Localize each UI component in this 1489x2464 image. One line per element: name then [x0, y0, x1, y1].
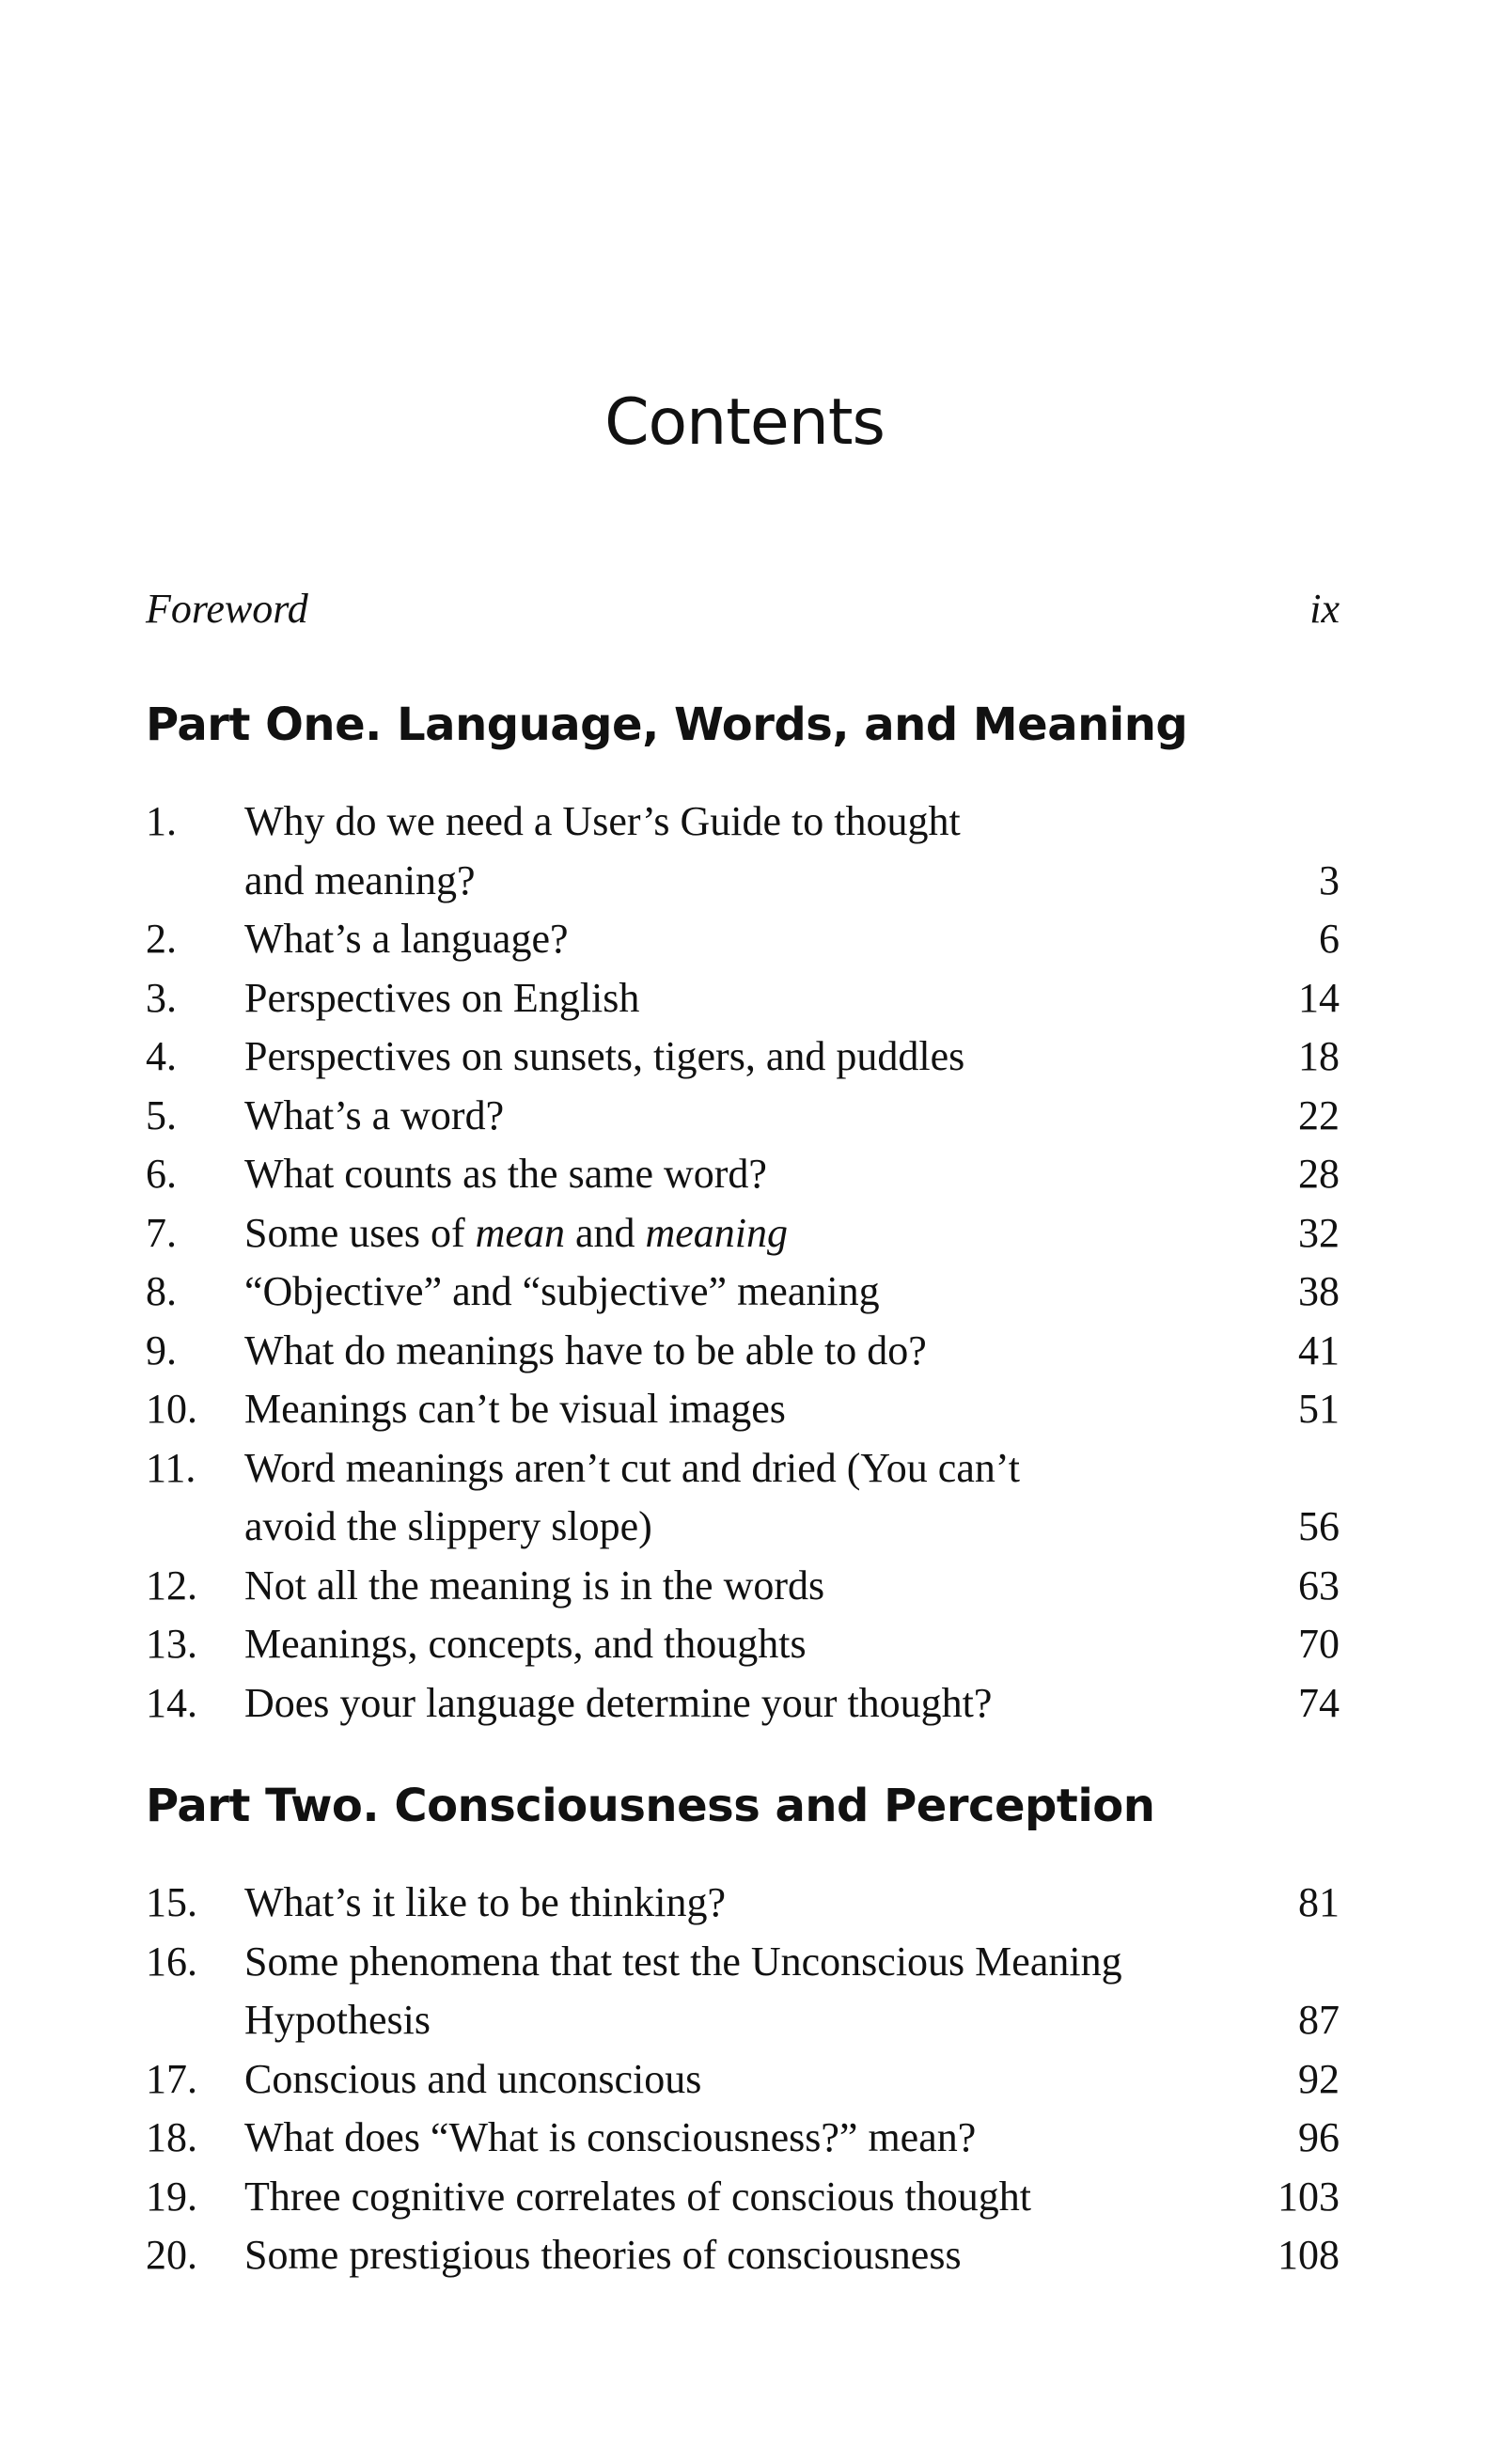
toc-entry[interactable]	[146, 1263, 1340, 1322]
chapter-title-line: What do meanings have to be able to do?	[244, 1326, 927, 1373]
chapter-title-line: Not all the meaning is in the words	[244, 1562, 825, 1609]
page-number: 56	[1298, 1503, 1340, 1549]
chapter-number: 16.	[146, 1938, 197, 1985]
foreword-page-number: ix	[1309, 586, 1340, 632]
chapter-title-line: Meanings, concepts, and thoughts	[244, 1621, 807, 1667]
chapter-title-line: Meanings can’t be visual images	[244, 1386, 786, 1432]
chapter-title-segment: Some uses of	[244, 1209, 476, 1256]
toc-entry[interactable]	[146, 1615, 1340, 1674]
chapter-number: 11.	[146, 1444, 196, 1491]
page-number: 18	[1298, 1033, 1340, 1079]
toc-entry[interactable]	[146, 1087, 1340, 1146]
page-number: 74	[1298, 1679, 1340, 1726]
page-number: 41	[1298, 1326, 1340, 1373]
toc-entry[interactable]	[146, 2168, 1340, 2227]
page-number: 22	[1298, 1091, 1340, 1138]
chapter-number: 6.	[146, 1151, 177, 1197]
chapter-number: 4.	[146, 1033, 177, 1079]
toc-entry-foreword[interactable]	[146, 585, 1340, 641]
page-number: 108	[1277, 2232, 1340, 2278]
toc-entry[interactable]	[146, 1874, 1340, 1933]
foreword-label: Foreword	[146, 586, 308, 632]
chapter-title-italic-segment: meaning	[645, 1209, 789, 1256]
chapter-title-line: Hypothesis	[244, 1997, 431, 2043]
page-number: 6	[1319, 916, 1340, 962]
chapter-title-line: “Objective” and “subjective” meaning	[244, 1268, 880, 1314]
page-number: 3	[1319, 856, 1340, 903]
chapter-title-line: Perspectives on English	[244, 974, 640, 1021]
page-number: 28	[1298, 1151, 1340, 1197]
chapter-title-line	[146, 1204, 1340, 1263]
toc-entry[interactable]	[146, 1322, 1340, 1381]
chapter-title-line: Some prestigious theories of consciousness	[244, 2232, 962, 2278]
page-title: Contents	[604, 385, 885, 460]
part-one-heading: Part One. Language, Words, and Meaning	[146, 698, 1188, 751]
toc-entry[interactable]	[146, 1028, 1340, 1087]
page-number: 63	[1298, 1562, 1340, 1609]
chapter-number: 7.	[146, 1209, 177, 1256]
toc-entry[interactable]	[146, 1933, 1340, 2050]
chapter-number: 5.	[146, 1091, 177, 1138]
chapter-title-line: Conscious and unconscious	[244, 2055, 702, 2102]
page-number: 92	[1298, 2055, 1340, 2102]
chapter-title-line: Does your language determine your thought?	[244, 1679, 993, 1726]
toc-entry[interactable]	[146, 1674, 1340, 1734]
part-two-heading: Part Two. Consciousness and Perception	[146, 1780, 1155, 1832]
part-one-entries	[146, 793, 1340, 1733]
chapter-number: 17.	[146, 2055, 197, 2102]
page-number: 51	[1298, 1386, 1340, 1432]
chapter-number: 2.	[146, 916, 177, 962]
chapter-title-line: Why do we need a User’s Guide to thought	[244, 798, 961, 844]
chapter-title-line: What does “What is consciousness?” mean?	[244, 2114, 977, 2160]
chapter-title-italic-segment: mean	[475, 1209, 565, 1256]
page-number: 14	[1298, 974, 1340, 1021]
chapter-number: 12.	[146, 1562, 197, 1609]
chapter-number: 9.	[146, 1326, 177, 1373]
chapter-number: 10.	[146, 1386, 197, 1432]
chapter-title-segment: and	[564, 1209, 646, 1256]
chapter-title-line: and meaning?	[244, 856, 476, 903]
chapter-number: 13.	[146, 1621, 197, 1667]
part-two-entries	[146, 1874, 1340, 2285]
chapter-number: 15.	[146, 1879, 197, 1925]
chapter-title-line: Some phenomena that test the Unconscious Meaning	[244, 1938, 1122, 1985]
chapter-number: 1.	[146, 798, 177, 844]
toc-entry[interactable]	[146, 1145, 1340, 1204]
toc-entry[interactable]	[146, 793, 1340, 910]
page-number: 38	[1298, 1268, 1340, 1314]
page-number: 81	[1298, 1879, 1340, 1925]
page-number: 87	[1298, 1997, 1340, 2043]
toc-entry[interactable]	[146, 910, 1340, 969]
chapter-number: 8.	[146, 1268, 177, 1314]
page-number: 96	[1298, 2114, 1340, 2160]
toc-entry[interactable]	[146, 2109, 1340, 2168]
chapter-number: 20.	[146, 2232, 197, 2278]
toc-entry[interactable]	[146, 1439, 1340, 1557]
chapter-title-line: Word meanings aren’t cut and dried (You can’t	[244, 1444, 1020, 1491]
chapter-title-line: What counts as the same word?	[244, 1151, 767, 1197]
chapter-title-line: What’s it like to be thinking?	[244, 1879, 727, 1925]
chapter-title-line: What’s a language?	[244, 916, 569, 962]
toc-entry[interactable]	[146, 969, 1340, 1028]
chapter-number: 18.	[146, 2114, 197, 2160]
chapter-title-line: What’s a word?	[244, 1091, 505, 1138]
toc-entry[interactable]	[146, 2226, 1340, 2285]
toc-entry[interactable]	[146, 1204, 1340, 1263]
chapter-title-line: Three cognitive correlates of conscious thought	[244, 2173, 1031, 2220]
chapter-number: 14.	[146, 1679, 197, 1726]
page-number: 32	[1298, 1209, 1340, 1256]
chapter-title-line: avoid the slippery slope)	[244, 1503, 652, 1549]
page-number: 70	[1298, 1621, 1340, 1667]
toc-entry[interactable]	[146, 2050, 1340, 2110]
toc-entry[interactable]	[146, 1380, 1340, 1439]
toc-entry[interactable]	[146, 1557, 1340, 1616]
page-number: 103	[1277, 2173, 1340, 2220]
chapter-title-line: Perspectives on sunsets, tigers, and puddles	[244, 1033, 965, 1079]
chapter-number: 19.	[146, 2173, 197, 2220]
chapter-number: 3.	[146, 974, 177, 1021]
